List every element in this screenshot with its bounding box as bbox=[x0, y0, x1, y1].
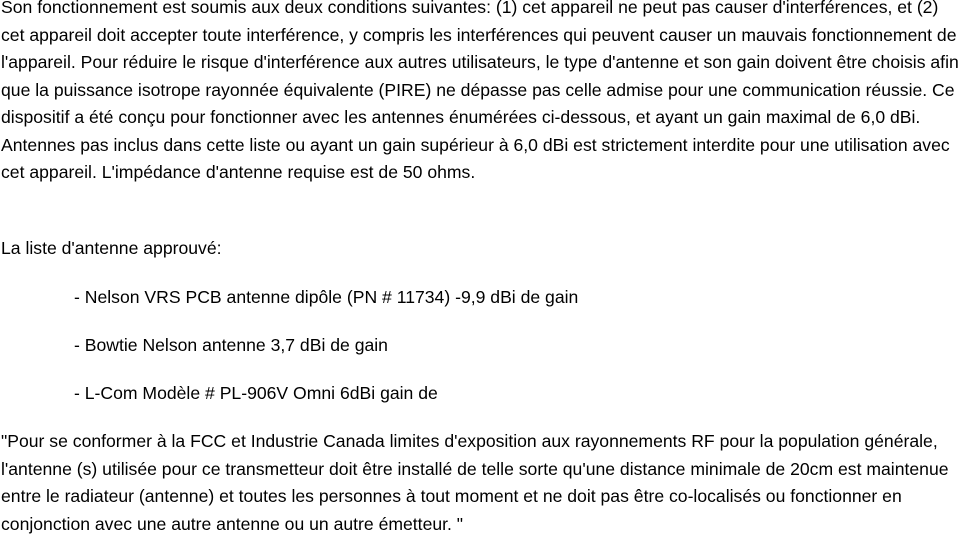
antenna-list-heading: La liste d'antenne approuvé: bbox=[1, 238, 222, 258]
rf-exposure-paragraph: "Pour se conformer à la FCC et Industrie Canada limites d'exposition aux rayonnements RF pour la population générale, l'antenne (s) utilisée pour ce transmetteur doit être installé de telle sorte qu'une distance minimale de 20cm est maintenue entre le radiateur (antenne) et toutes les personnes à tout moment et ne doit pas être co-localisés ou fonctionner en conjonction avec une autre antenne ou un autre émetteur. " bbox=[1, 431, 949, 534]
antenna-list-item: - Bowtie Nelson antenne 3,7 dBi de gain bbox=[74, 335, 388, 355]
interference-conditions-paragraph: Son fonctionnement est soumis aux deux conditions suivantes: (1) cet appareil ne peut pas causer d'interférences, et (2) cet appareil doit accepter toute interférence, y compris les interférences qui peuvent causer un mauvais fonctionnement de l'appareil. Pour réduire le risque d'interférence aux autres utilisateurs, le type d'antenne et son gain doivent être choisis afin que la puissance isotrope rayonnée équivalente (PIRE) ne dépasse pas celle admise pour une communication réussie. Ce dispositif a été conçu pour fonctionner avec les antennes énumérées ci-dessous, et ayant un gain maximal de 6,0 dBi. Antennes pas inclus dans cette liste ou ayant un gain supérieur à 6,0 dBi est strictement interdite pour une utilisation avec cet appareil. L'impédance d'antenne requise est de 50 ohms. bbox=[1, 0, 959, 182]
antenna-list-item: - Nelson VRS PCB antenne dipôle (PN # 11734) -9,9 dBi de gain bbox=[74, 287, 579, 307]
antenna-list-item: - L-Com Modèle # PL-906V Omni 6dBi gain de bbox=[74, 383, 438, 403]
